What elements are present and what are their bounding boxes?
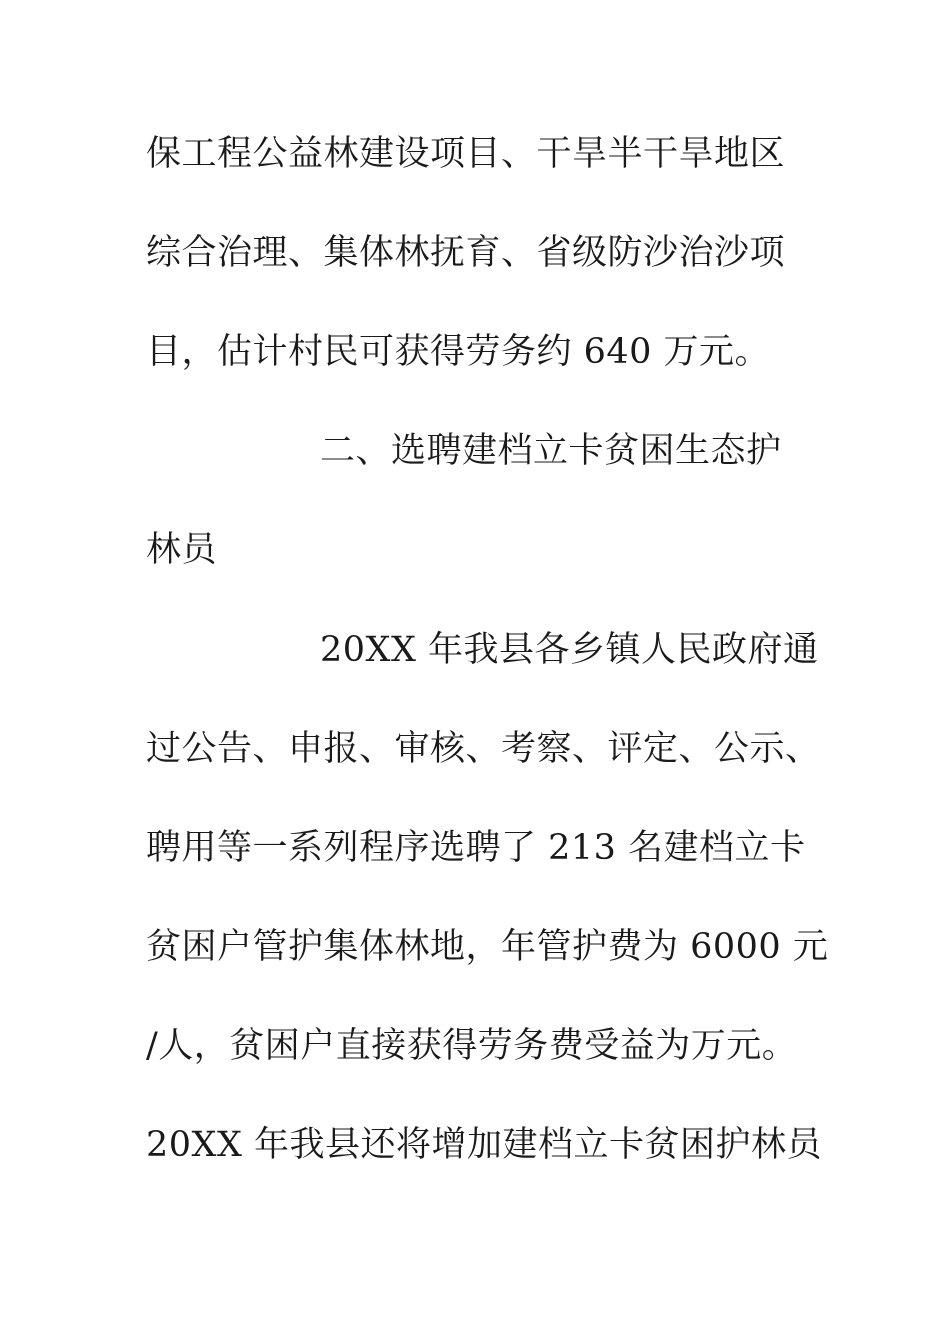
paragraph-line: 贫困户管护集体林地，年管护费为 6000 元 bbox=[146, 927, 829, 967]
paragraph-line: /人，贫困户直接获得劳务费受益为万元。 bbox=[146, 1026, 798, 1066]
paragraph-line: 聘用等一系列程序选聘了 213 名建档立卡 bbox=[146, 828, 806, 868]
paragraph-line: 20XX 年我县还将增加建档立卡贫困护林员 bbox=[146, 1125, 822, 1165]
paragraph-line: 保工程公益林建设项目、干旱半干旱地区 bbox=[146, 134, 786, 174]
section-heading: 二、选聘建档立卡贫困生态护 bbox=[320, 431, 782, 471]
section-heading-continued: 林员 bbox=[146, 530, 218, 570]
paragraph-line: 20XX 年我县各乡镇人民政府通 bbox=[320, 630, 819, 670]
paragraph-line: 目，估计村民可获得劳务约 640 万元。 bbox=[146, 332, 771, 372]
paragraph-line: 综合治理、集体林抚育、省级防沙治沙项 bbox=[146, 233, 786, 273]
paragraph-line: 过公告、申报、审核、考察、评定、公示、 bbox=[146, 729, 821, 769]
